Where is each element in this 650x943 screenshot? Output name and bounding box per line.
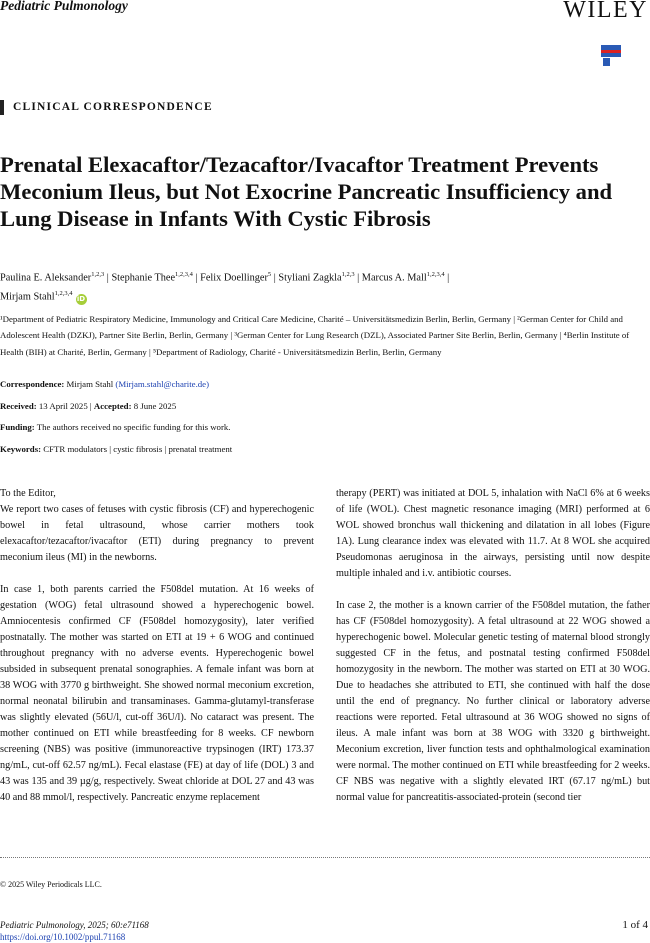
author-name[interactable]: Paulina E. Aleksander bbox=[0, 272, 92, 284]
keywords-text: CFTR modulators | cystic fibrosis | prenatal treatment bbox=[43, 444, 233, 454]
body-paragraph: therapy (PERT) was initiated at DOL 5, inhalation with NaCl 6% at 6 weeks of life (WOL). Chest magnetic resonance imaging (MRI) performed at 6 WOL showed bronchus wall thickening and dilatation in all lobes (Figure 1A). Lung clearance index was elevated with 11.7. At 8 WOL she acquired Pseudomonas aeruginosa in the airways, persisting until now despite multiple inhaled and i.v. antibiotic courses. bbox=[336, 488, 650, 579]
body-paragraph: To the Editor, We report two cases of fetuses with cystic fibrosis (CF) and hyperechogenic bowel in fetal ultrasound, whose carrier mothers took elexacaftor/tezacaftor/ivacaftor (ETI) during pregnancy to prevent meconium ileus (MI) in the newborns. bbox=[0, 488, 314, 563]
keywords-label: Keywords: bbox=[0, 444, 42, 454]
received-label: Received: bbox=[0, 401, 37, 411]
correspondence-name: Mirjam Stahl bbox=[66, 379, 114, 389]
author-name[interactable]: Marcus A. Mall bbox=[361, 272, 427, 284]
orcid-icon[interactable]: iD bbox=[76, 294, 86, 303]
author-affil: 1,2,3,4 bbox=[175, 271, 193, 278]
divider bbox=[0, 857, 650, 858]
funding-text: The authors received no specific funding for this work. bbox=[36, 422, 231, 432]
funding-line bbox=[0, 422, 230, 432]
section-bar bbox=[0, 100, 4, 115]
author-name[interactable]: Stephanie Thee bbox=[111, 272, 176, 284]
funding-label: Funding: bbox=[0, 422, 35, 432]
author-affil: 1,2,3,4 bbox=[54, 290, 73, 298]
affiliations: ¹Department of Pediatric Respiratory Medicine, Immunology and Critical Care Medicine, Charité – Universitätsmedizin Berlin, Berlin, Germany | ²German Center for Child and Adolescent Health (DZKJ), Partner Site Berlin, Berlin, Germany | ³German Center for Lung Research (DZL), Associated Partner Site Berlin, Berlin, Germany | ⁴Berlin Institute of Health (BIH) at Charité, Berlin, Germany | ⁵Department of Radiology, Charité - Universitätsmedizin Berlin, Berlin, Germany bbox=[0, 314, 630, 357]
copyright: © 2025 Wiley Periodicals LLC. bbox=[0, 880, 102, 889]
citation: Pediatric Pulmonology, 2025; 60:e71168 bbox=[0, 920, 149, 930]
body-column-left bbox=[0, 486, 314, 806]
correspondence-email[interactable]: (Mirjam.stahl@charite.de) bbox=[115, 379, 210, 389]
article-title: Prenatal Elexacaftor/Tezacaftor/Ivacaftor Treatment Prevents Meconium Ileus, but Not Exocrine Pancreatic Insufficiency and Lung Disease in Infants With Cystic Fibrosis bbox=[0, 152, 613, 231]
journal-logo-icon bbox=[600, 45, 622, 67]
correspondence-line bbox=[0, 379, 209, 389]
journal-name: Pediatric Pulmonology bbox=[0, 0, 128, 13]
accepted-label: Accepted: bbox=[93, 401, 132, 411]
keywords-line bbox=[0, 444, 232, 454]
author-affil: 1,2,3 bbox=[91, 271, 105, 278]
body-column-right bbox=[336, 486, 650, 806]
correspondence-label: Correspondence: bbox=[0, 379, 65, 389]
publisher-logo: WILEY bbox=[563, 0, 648, 23]
section-label: CLINICAL CORRESPONDENCE bbox=[13, 101, 213, 113]
author-list: Paulina E. Aleksander$^{1,2,3}$ | Stephanie Thee$^{1,2,3,4}$ | Felix Doellinger$^5$ | Styliani Zagkla$^{1,2,3}$ | Marcus A. Mall$^{1,2,3,4}$ | Mirjam Stahl$^{1,2,3,4}$iD bbox=[0, 271, 450, 303]
body-paragraph: In case 1, both parents carried the F508del mutation. At 16 weeks of gestation (WOG) fetal ultrasound showed a hyperechogenic bowel. Amniocentesis confirmed CF (F508del homozygosity), later verified postnatally. The mother was started on ETI at 19 + 6 WOG and continued throughout pregnancy with no adverse events. Hyperechogenic bowel subsided in subsequent prenatal sonographies. A female infant was born at 38 WOG with 3770 g birthweight. She showed normal meconium excretion, normal neonatal bilirubin and transaminases. Gamma-glutamyl-transferase was slightly elevated (56U/l, cut-off 36U/l). No cataract was present. The mother continued on ETI while breastfeeding for 8 weeks. CF newborn screening (NBS) was positive (immunoreactive trypsinogen (IRT) 173.37 ng/mL, cut-off 62.57 ng/mL). Fecal elastase (FE) at day of life (DOL) 3 and 43 was 135 and 39 µg/g, respectively. Sweat chloride at DOL 27 and 43 was 40 and 88 mmol/l, respectively. Pancreatic enzyme replacement bbox=[0, 584, 314, 803]
author-affil: 5 bbox=[267, 271, 272, 278]
dates-line: Received: 13 April 2025 | Accepted: 8 June 2025 bbox=[0, 401, 177, 411]
author-affil: 1,2,3 bbox=[341, 271, 355, 278]
doi-link[interactable]: https://doi.org/10.1002/ppul.71168 bbox=[0, 932, 126, 942]
page-number: 1 of 4 bbox=[622, 919, 648, 931]
accepted-date: 8 June 2025 bbox=[133, 401, 177, 411]
author-affil: 1,2,3,4 bbox=[426, 271, 445, 278]
received-date: 13 April 2025 bbox=[38, 401, 88, 411]
author-name[interactable]: Styliani Zagkla bbox=[278, 272, 342, 284]
author-name[interactable]: Mirjam Stahl bbox=[0, 291, 55, 303]
body-paragraph: In case 2, the mother is a known carrier of the F508del mutation, the father has CF (F508del homozygosity). A fetal ultrasound at 22 WOG showed a hyperechogenic bowel. Molecular genetic testing of maternal blood strongly suggested CF in the fetus, and postnatal testing confirmed F508del homozygosity in the newborn. The mother was started on ETI at 30 WOG. Due to headaches she attributed to ETI, she continued with half the dose until the end of pregnancy. No further clinical or laboratory adverse reactions were reported. Fetal ultrasound at 36 WOG showed no signs of ileus. A male infant was born at 38 WOG with 3320 g birthweight. Meconium excretion, liver function tests and ophthalmological examination were normal. The mother continued on ETI while breastfeeding for 2 weeks. CF NBS was negative with a slightly elevated IRT (67.17 ng/mL) but normal value for pancreatitis-associated-protein (second tier bbox=[336, 600, 650, 803]
author-name[interactable]: Felix Doellinger bbox=[200, 272, 268, 284]
